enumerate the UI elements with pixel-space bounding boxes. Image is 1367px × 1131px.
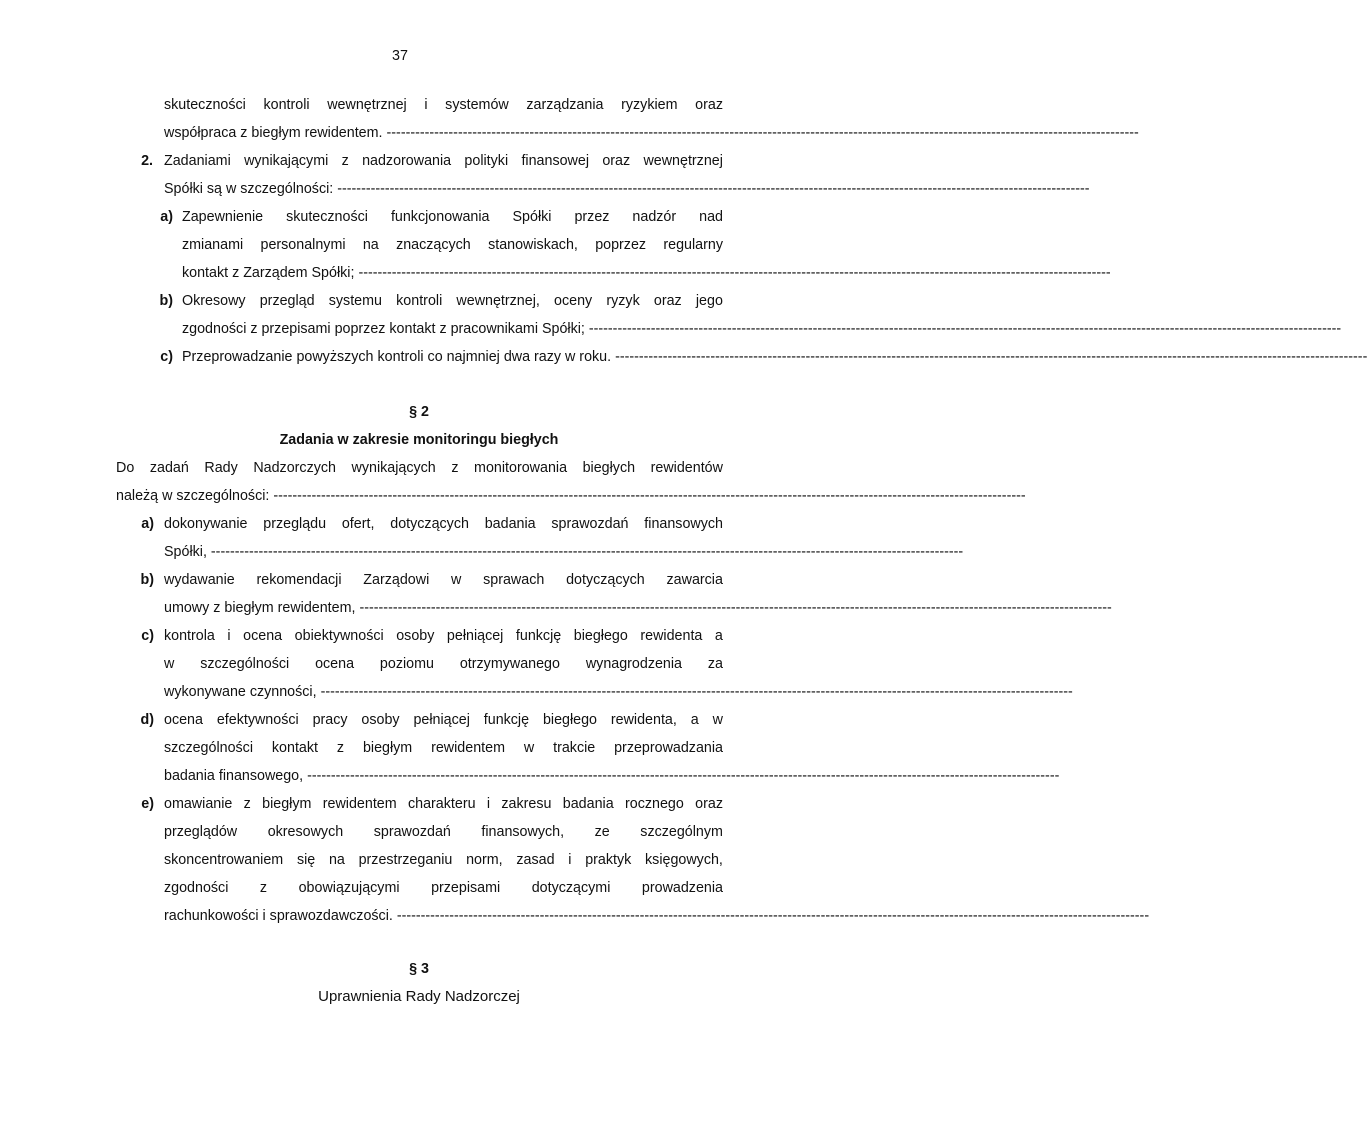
list-item-line: szczególności kontakt z biegłym rewidentem w trakcie przeprowadzania: [164, 740, 723, 756]
list-item-line: zmianami personalnymi na znaczących stanowiskach, poprzez regularny: [182, 237, 723, 253]
list-item-line: kontrola i ocena obiektywności osoby pełniącej funkcję biegłego rewidenta a: [164, 628, 723, 644]
paragraph-line: należą w szczególności: --------------------------------------------------------------------------------------------------------------------------------------------------------------: [116, 482, 723, 510]
list-item-line: wykonywane czynności, --------------------------------------------------------------------------------------------------------------------------------------------------------------: [164, 678, 723, 706]
list-item-line: Okresowy przegląd systemu kontroli wewnętrznej, oceny ryzyk oraz jego: [182, 293, 723, 309]
paragraph-line: Do zadań Rady Nadzorczych wynikających z monitorowania biegłych rewidentów: [116, 460, 723, 476]
dash-filler: --------------------------------------------------------------------------------------------------------------------------------------------------------------: [273, 488, 1026, 504]
dash-filler: --------------------------------------------------------------------------------------------------------------------------------------------------------------: [210, 544, 964, 560]
list-item-line: skoncentrowaniem się na przestrzeganiu norm, zasad i praktyk księgowych,: [164, 852, 723, 868]
section-2-intro: [116, 454, 1026, 510]
list-marker: a): [160, 209, 173, 225]
list-item-line: rachunkowości i sprawozdawczości. --------------------------------------------------------------------------------------------------------------------------------------------------------------: [164, 902, 723, 930]
dash-filler: --------------------------------------------------------------------------------------------------------------------------------------------------------------: [359, 600, 1112, 616]
list-marker: a): [141, 516, 154, 532]
section-symbol: § 3: [409, 961, 429, 977]
list-item-line: umowy z biegłym rewidentem, --------------------------------------------------------------------------------------------------------------------------------------------------------------: [164, 594, 723, 622]
dash-filler: --------------------------------------------------------------------------------------------------------------------------------------------------------------: [588, 321, 1342, 337]
list-marker: c): [141, 628, 154, 644]
list-item-b: [164, 566, 1112, 622]
dash-filler: --------------------------------------------------------------------------------------------------------------------------------------------------------------: [337, 181, 1090, 197]
intro-paragraph: [164, 91, 1139, 147]
list-marker: b): [159, 293, 173, 309]
dash-filler: --------------------------------------------------------------------------------------------------------------------------------------------------------------: [320, 684, 1073, 700]
dash-filler: --------------------------------------------------------------------------------------------------------------------------------------------------------------: [358, 265, 1111, 281]
item-line: Zadaniami wynikającymi z nadzorowania polityki finansowej oraz wewnętrznej: [164, 153, 723, 169]
list-item-e: [164, 790, 1150, 930]
list-item-line: Spółki, --------------------------------------------------------------------------------------------------------------------------------------------------------------: [164, 538, 723, 566]
list-item-d: [164, 706, 1060, 790]
list-item-line: Zapewnienie skuteczności funkcjonowania Spółki przez nadzór nad: [182, 209, 723, 225]
list-item-line: przeglądów okresowych sprawozdań finansowych, ze szczególnym: [164, 824, 723, 840]
list-marker: b): [140, 572, 154, 588]
list-item-line: dokonywanie przeglądu ofert, dotyczących badania sprawozdań finansowych: [164, 516, 723, 532]
list-item-line: w szczególności ocena poziomu otrzymywanego wynagrodzenia za: [164, 656, 723, 672]
subitem-a: [182, 203, 1111, 287]
list-item-line: zgodności z obowiązującymi przepisami dotyczącymi prowadzenia: [164, 880, 723, 896]
subitem-b: [182, 287, 1342, 343]
list-item-line: wydawanie rekomendacji Zarządowi w sprawach dotyczących zawarcia: [164, 572, 723, 588]
dash-filler: --------------------------------------------------------------------------------------------------------------------------------------------------------------: [386, 125, 1139, 141]
page-number: 37: [392, 48, 408, 64]
list-item-line: kontakt z Zarządem Spółki; --------------------------------------------------------------------------------------------------------------------------------------------------------------: [182, 259, 723, 287]
list-item-line: badania finansowego, --------------------------------------------------------------------------------------------------------------------------------------------------------------: [164, 762, 723, 790]
dash-filler: --------------------------------------------------------------------------------------------------------------------------------------------------------------: [615, 349, 1367, 365]
list-item-line: zgodności z przepisami poprzez kontakt z pracownikami Spółki; --------------------------------------------------------------------------------------------------------------------------------------------------------------: [182, 315, 723, 343]
list-item-a: [164, 510, 964, 566]
list-item-line: omawianie z biegłym rewidentem charakteru i zakresu badania rocznego oraz: [164, 796, 723, 812]
list-marker: e): [141, 796, 154, 812]
list-item-line: Przeprowadzanie powyższych kontroli co najmniej dwa razy w roku. --------------------------------------------------------------------------------------------------------------------------------------------------------------: [182, 343, 723, 371]
list-item-c: [164, 622, 1073, 706]
list-marker: d): [140, 712, 154, 728]
section-title: Uprawnienia Rady Nadzorczej: [318, 988, 520, 1005]
subitem-c: [182, 343, 1367, 371]
intro-line: współpraca z biegłym rewidentem. --------------------------------------------------------------------------------------------------------------------------------------------------------------: [164, 119, 723, 147]
intro-line: skuteczności kontroli wewnętrznej i systemów zarządzania ryzykiem oraz: [164, 97, 723, 113]
list-marker: c): [160, 349, 173, 365]
item-2-paragraph: [164, 147, 1090, 203]
item-line: Spółki są w szczególności: --------------------------------------------------------------------------------------------------------------------------------------------------------------: [164, 175, 723, 203]
dash-filler: --------------------------------------------------------------------------------------------------------------------------------------------------------------: [307, 768, 1060, 784]
list-item-line: ocena efektywności pracy osoby pełniącej funkcję biegłego rewidenta, a w: [164, 712, 723, 728]
list-marker: 2.: [141, 153, 153, 169]
dash-filler: --------------------------------------------------------------------------------------------------------------------------------------------------------------: [396, 908, 1150, 924]
section-title: Zadania w zakresie monitoringu biegłych: [279, 432, 559, 448]
section-symbol: § 2: [409, 404, 429, 420]
